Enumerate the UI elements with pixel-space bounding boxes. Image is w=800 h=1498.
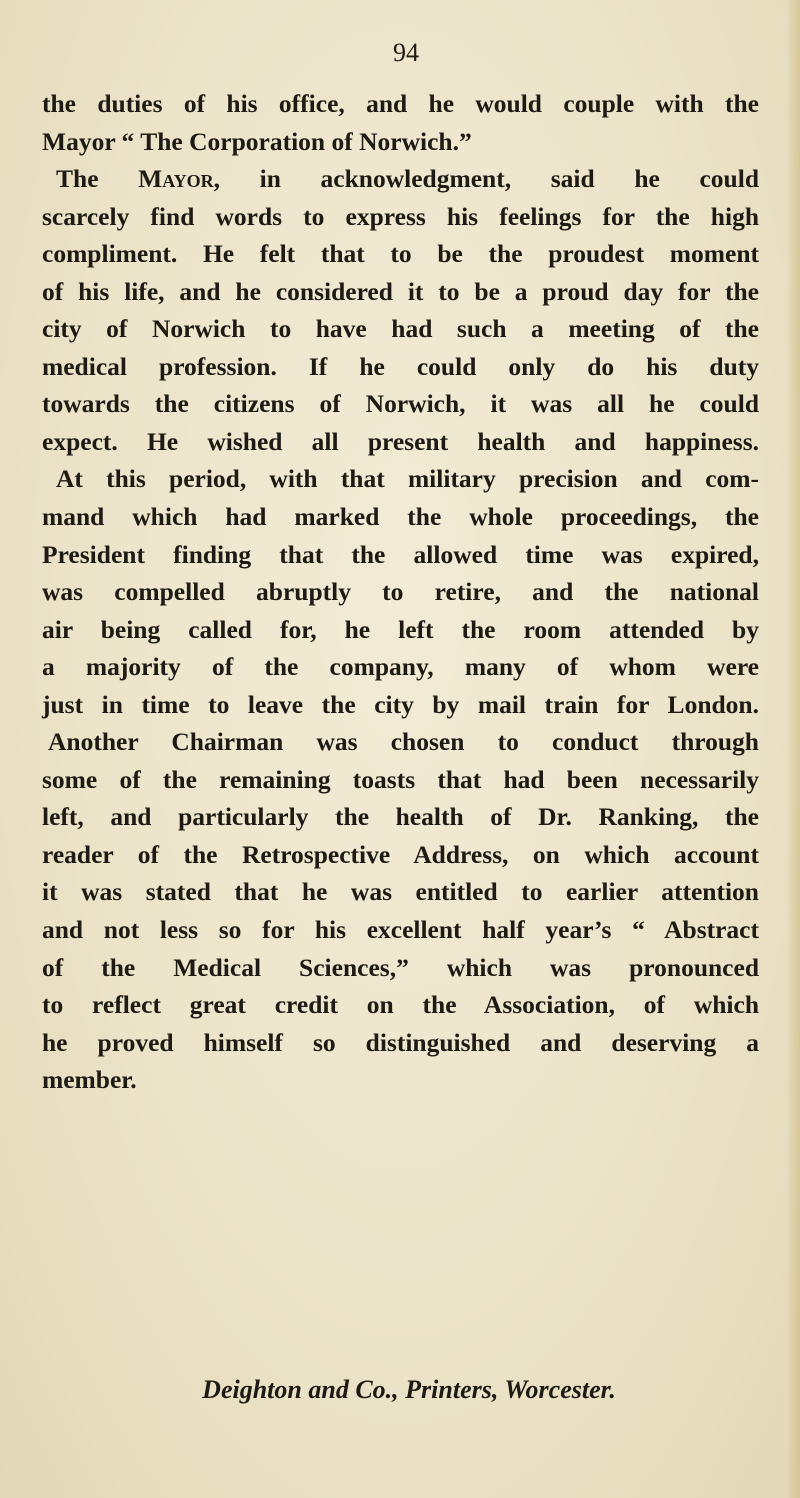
page-edge-shading — [786, 0, 800, 1498]
text-line: city of Norwich to have had such a meeting of the — [42, 314, 759, 344]
text-line: air being called for, he left the room attended by — [42, 614, 759, 644]
text-line: mand which had marked the whole proceedings, the — [42, 502, 759, 532]
text-line: Mayor “ The Corporation of Norwich.” — [42, 126, 472, 156]
text-line: expect. He wished all present health and happiness. — [42, 426, 759, 456]
text-line: The Mayor, in acknowledgment, said he could — [56, 164, 760, 194]
text-line: just in time to leave the city by mail train for London. — [42, 689, 759, 719]
text-line: compliment. He felt that to be the proudest moment — [42, 239, 759, 269]
text-line: reader of the Retrospective Address, on which account — [42, 839, 759, 869]
small-caps-word: Mayor — [138, 164, 214, 194]
text-line: President finding that the allowed time was expired, — [42, 539, 759, 569]
text-line: he proved himself so distinguished and deserving a — [42, 1027, 759, 1057]
page-number: 94 — [393, 38, 419, 67]
text-line: was compelled abruptly to retire, and the national — [42, 577, 759, 607]
text-line: some of the remaining toasts that had been necessarily — [42, 764, 759, 794]
text-line: left, and particularly the health of Dr. Ranking, the — [42, 802, 759, 832]
text-line: it was stated that he was entitled to earlier attention — [42, 877, 759, 907]
text-line: medical profession. If he could only do his duty — [42, 351, 759, 381]
text-line: and not less so for his excellent half year’s “ Abstract — [42, 915, 759, 945]
text-line: member. — [42, 1065, 137, 1095]
text-line: the duties of his office, and he would couple with the — [42, 89, 759, 118]
body-text — [42, 85, 759, 1099]
text-line: of his life, and he considered it to be a proud day for the — [42, 276, 759, 306]
text-line: scarcely find words to express his feelings for the high — [42, 201, 759, 231]
text-line: Another Chairman was chosen to conduct through — [48, 727, 759, 757]
text-line: a majority of the company, many of whom were — [42, 652, 759, 682]
text-line: towards the citizens of Norwich, it was all he could — [42, 389, 759, 419]
text-line: to reflect great credit on the Association, of which — [42, 990, 759, 1020]
printer-imprint: Deighton and Co., Printers, Worcester. — [202, 1375, 616, 1404]
text-line: of the Medical Sciences,” which was pronounced — [42, 952, 759, 982]
text-line: At this period, with that military precision and com- — [56, 464, 759, 494]
